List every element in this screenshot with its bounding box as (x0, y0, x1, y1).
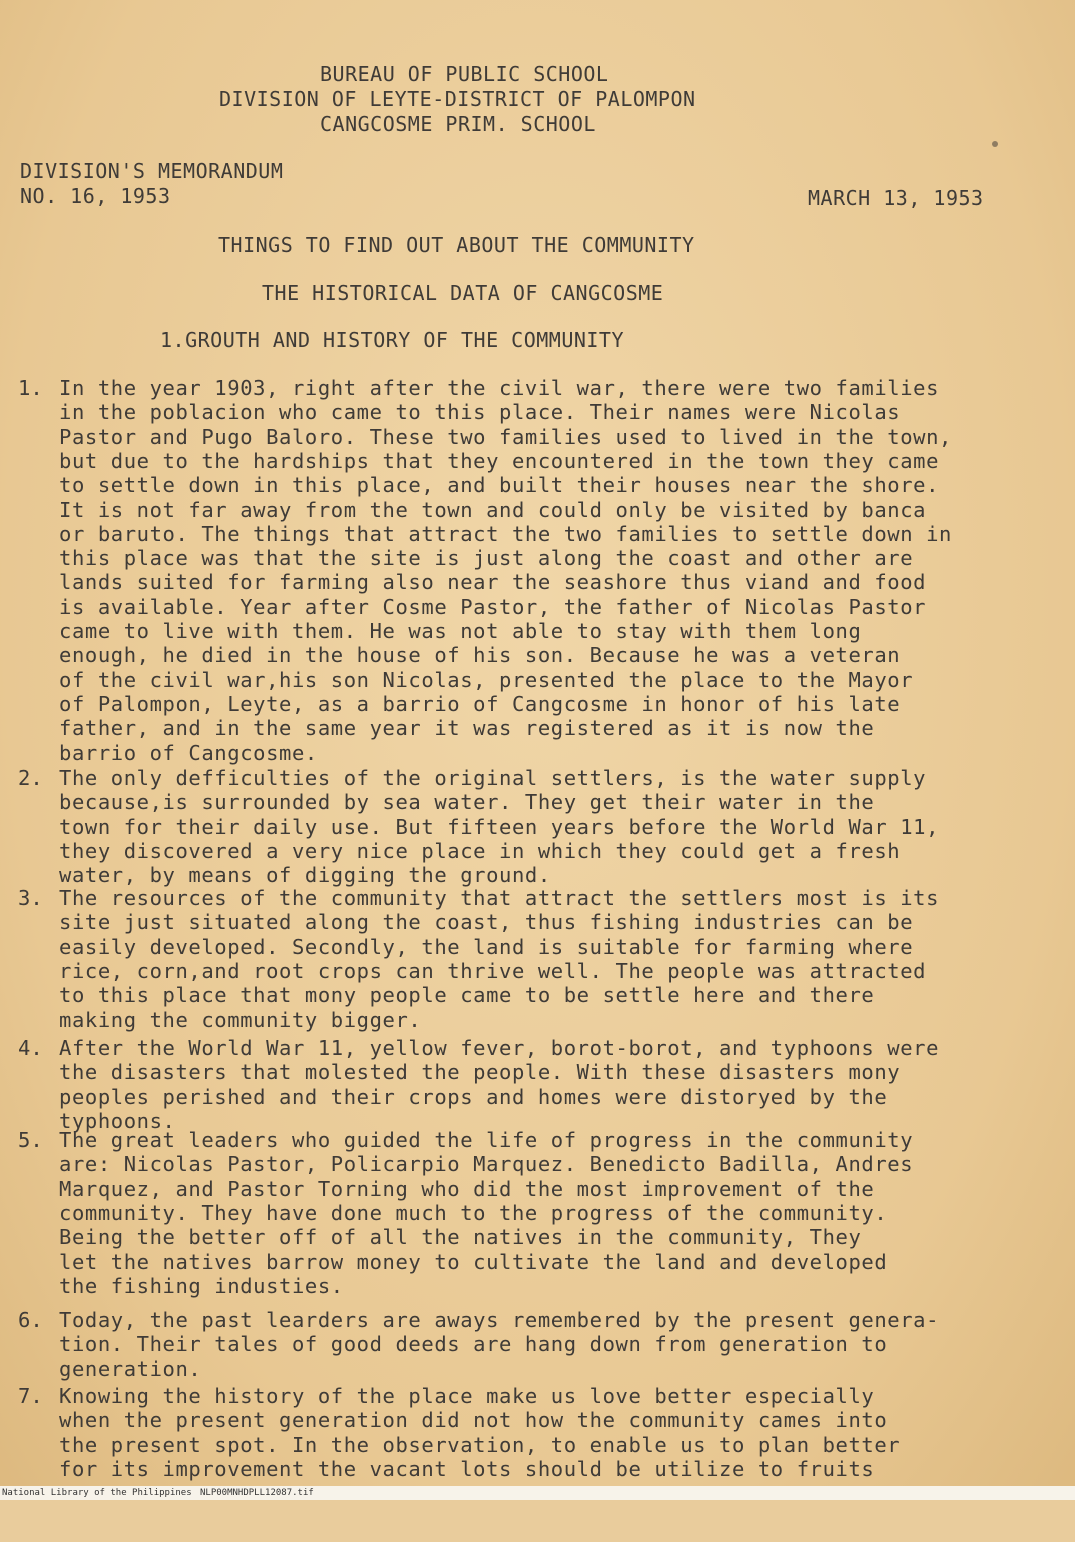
item-text-line: enough, he died in the house of his son. Because he was a veteran (59, 643, 901, 668)
item-text-line: let the natives barrow money to cultivate the land and developed (59, 1249, 888, 1274)
item-text-line: Today, the past learders are aways remembered by the present genera- (59, 1308, 940, 1332)
header-school: CANGCOSME PRIM. SCHOOL (320, 112, 596, 136)
item-text-line: when the present generation did not how the community cames into (59, 1408, 888, 1433)
title-things-to-find: THINGS TO FIND OUT ABOUT THE COMMUNITY (218, 233, 695, 257)
memo-date: MARCH 13, 1953 (808, 186, 984, 210)
item-text-line: they discovered a very nice place in which they could get a fresh (59, 838, 901, 863)
item-text-line: this place was that the site is just along the coast and other are (59, 546, 914, 571)
item-text-line: tion. Their tales of good deeds are hang down from generation to (59, 1332, 888, 1357)
footer-filename: NLP00MNHDPLL12087.tif (200, 1488, 314, 1498)
item-text-line: the fishing industies. (59, 1273, 344, 1298)
item-text-line: easily developed. Secondly, the land is suitable for farming where (59, 934, 914, 959)
item-text-line: water, by means of digging the ground. (59, 863, 551, 888)
item-text-line: because,is surrounded by sea water. They get their water in the (59, 790, 875, 815)
item-text-line: of Palompon, Leyte, as a barrio of Cangcosme in honor of his late (59, 691, 901, 716)
item-text-line: barrio of Cangcosme. (59, 740, 318, 765)
title-growth-history: 1.GROUTH AND HISTORY OF THE COMMUNITY (160, 328, 625, 352)
item-number: 4. (18, 1036, 43, 1060)
item-number: 6. (18, 1308, 43, 1332)
item-number: 7. (18, 1384, 43, 1408)
item-text-line: for its improvement the vacant lots should be utilize to fruits (59, 1456, 875, 1481)
item-text-line: Marquez, and Pastor Torning who did the most improvement of the (59, 1176, 875, 1201)
item-text-line: of the civil war,his son Nicolas, presented the place to the Mayor (59, 667, 914, 692)
item-number: 3. (18, 886, 43, 910)
scan-footer (0, 1486, 1075, 1500)
header-bureau: BUREAU OF PUBLIC SCHOOL (320, 62, 609, 86)
item-text-line: The only defficulties of the original settlers, is the water supply (59, 766, 927, 790)
item-text-line: to settle down in this place, and built their houses near the shore. (59, 473, 940, 498)
memo-number: NO. 16, 1953 (20, 184, 171, 208)
item-text-line: generation. (59, 1356, 202, 1381)
item-text-line: in the poblacion who came to this place. Their names were Nicolas (59, 400, 901, 425)
item-text-line: The resources of the community that attract the settlers most is its (59, 886, 940, 910)
item-text-line: to this place that mony people came to be settle here and there (59, 983, 875, 1008)
title-historical-data: THE HISTORICAL DATA OF CANGCOSME (262, 281, 664, 305)
item-text-line: In the year 1903, right after the civil war, there were two families (59, 376, 940, 400)
item-text-line: typhoons. (59, 1108, 176, 1133)
item-text-line: Being the better off of all the natives in the community, They (59, 1225, 862, 1250)
item-text-line: the present spot. In the observation, to enable us to plan better (59, 1432, 901, 1457)
item-text-line: It is not far away from the town and could only be visited by banca (59, 497, 927, 522)
item-number: 5. (18, 1128, 43, 1152)
item-text-line: site just situated along the coast, thus fishing industries can be (59, 910, 914, 935)
item-text-line: The great leaders who guided the life of progress in the community (59, 1128, 914, 1152)
item-text-line: is available. Year after Cosme Pastor, the father of Nicolas Pastor (59, 594, 927, 619)
item-text-line: but due to the hardships that they encountered in the town they came (59, 448, 940, 473)
item-number: 1. (18, 376, 43, 400)
item-text-line: community. They have done much to the progress of the community. (59, 1200, 888, 1225)
item-text-line: are: Nicolas Pastor, Policarpio Marquez. Benedicto Badilla, Andres (59, 1152, 914, 1177)
item-text-line: town for their daily use. But fifteen years before the World War 11, (59, 814, 940, 839)
item-text-line: lands suited for farming also near the seashore thus viand and food (59, 570, 927, 595)
header-division: DIVISION OF LEYTE-DISTRICT OF PALOMPON (219, 87, 696, 111)
item-text-line: making the community bigger. (59, 1007, 422, 1032)
item-text-line: rice, corn,and root crops can thrive well. The people was attracted (59, 958, 927, 983)
item-number: 2. (18, 766, 43, 790)
item-text-line: came to live with them. He was not able to stay with them long (59, 619, 862, 643)
footer-library: National Library of the Philippines (2, 1488, 192, 1498)
item-text-line: Pastor and Pugo Baloro. These two families used to lived in the town, (59, 424, 953, 449)
item-text-line: Knowing the history of the place make us love better especially (59, 1384, 875, 1408)
ink-spot (992, 141, 998, 147)
item-text-line: peoples perished and their crops and homes were distoryed by the (59, 1084, 888, 1109)
item-text-line: After the World War 11, yellow fever, borot-borot, and typhoons were (59, 1036, 940, 1060)
memo-title: DIVISION'S MEMORANDUM (20, 159, 284, 183)
item-text-line: the disasters that molested the people. With these disasters mony (59, 1060, 901, 1085)
item-text-line: father, and in the same year it was registered as it is now the (59, 716, 875, 741)
item-text-line: or baruto. The things that attract the two families to settle down in (59, 521, 953, 546)
